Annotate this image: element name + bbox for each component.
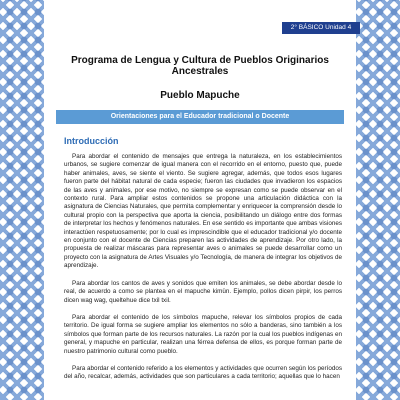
section-heading: Introducción [64,136,119,146]
document-title: Programa de Lengua y Cultura de Pueblos Originarios Ancestrales [71,55,329,77]
decorative-border-right [356,0,400,400]
document-body [56,55,344,391]
paragraph: Para abordar los cantos de aves y sonidos que emiten los animales, se debe abordar desde lo real, de acuerdo a como se plantea en el mapuche kimün. Ejemplo, pollos dicen pirpir, los perros dicen wag wag, queltehue dice txil txil. [64,279,342,304]
paragraph: Para abordar el contenido de mensajes que entrega la naturaleza, en los establecimientos urbanos, se sugiere comenzar de igual manera con el recorrido en el entorno, puesto que, puede haber animales, aves, se siente el viento. Se sugiere agregar, además, que todos esos lugares fueron parte del hábitat natural de cada especie; fueron las ciudades que invadieron los espacios de las aves y animales, por ese motivo, no siempre se expresan como se puede observar en el contexto rural. Para ampliar estos contenidos se propone una articulación didáctica con la asignatura de Ciencias Naturales, que permita complementar y enriquecer la comprensión desde lo cultural propio con la perspectiva que aporta la ciencia, posibilitando un diálogo entre dos formas de interpretar los hechos y fenómenos naturales. En ese sentido es importante que ambas visiones interactúen respetuosamente; por lo cual es imprescindible que el educador tradicional y/o docente en conjunto con el docente de Ciencias preparen las actividades de aprendizaje. Por otro lado, la propuesta de realizar máscaras para representar aves o animales se puede desarrollar como un proyecto con la asignatura de Artes Visuales y/o Tecnología, de manera de integrar los objetivos de aprendizaje. [64,153,342,270]
section-banner: Orientaciones para el Educador tradicional o Docente [56,110,344,124]
grade-badge: 2° BÁSICO Unidad 4 [282,22,360,34]
paragraph: Para abordar el contenido de los símbolos mapuche, relevar los símbolos propios de cada territorio. De igual forma se sugiere ampliar los elementos no sólo a banderas, sino también a los símbolos que forman parte de los recursos naturales. La razón por la cual los pueblos indígenas en general, y mapuche en particular, realizan una férrea defensa de ellos, es porque forman parte de nuestro patrimonio cultural como pueblo. [64,313,342,355]
document-subtitle: Pueblo Mapuche [160,90,240,101]
decorative-border-left [0,0,44,400]
paragraph: Para abordar el contenido referido a los elementos y actividades que ocurren según los períodos del año, recalcar, además, actividades que son particulares a cada territorio; aquellas que lo hacen [64,364,342,381]
